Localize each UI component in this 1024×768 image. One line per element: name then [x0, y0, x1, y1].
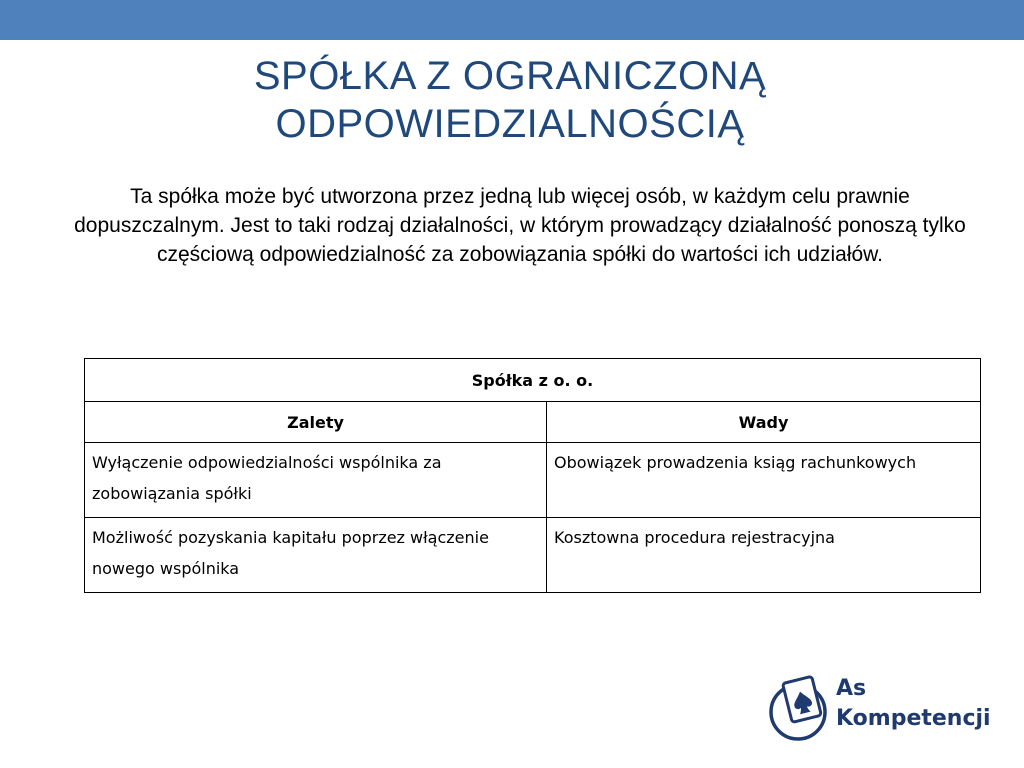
intro-paragraph: Ta spółka może być utworzona przez jedną lub więcej osób, w każdym celu prawnie dopuszczalnym. Jest to taki rodzaj działalności, w którym prowadzący działalność ponoszą tylko częściową odpowiedzialność za zobowiązania spółki do wartości ich udziałów. — [74, 185, 966, 266]
slide-title-line-1: SPÓŁKA Z OGRANICZONĄ — [253, 54, 767, 98]
table-caption: Spółka z o. o. — [85, 359, 981, 402]
top-header-bar — [0, 0, 1024, 40]
header-advantages: Zalety — [85, 402, 547, 443]
brand-logo-text — [836, 674, 991, 734]
table-row — [85, 443, 981, 518]
table-header-row — [85, 402, 981, 443]
logo-line-1: As — [836, 676, 867, 701]
slide-title-line-2: ODPOWIEDZIALNOŚCIĄ — [275, 102, 745, 146]
table-caption-row — [85, 359, 981, 402]
header-disadvantages: Wady — [547, 402, 981, 443]
brand-logo — [768, 668, 998, 748]
disadvantage-cell: Obowiązek prowadzenia ksiąg rachunkowych — [547, 443, 981, 518]
disadvantage-cell: Kosztowna procedura rejestracyjna — [547, 518, 981, 593]
table-row — [85, 518, 981, 593]
slide-title — [160, 52, 860, 148]
logo-line-2: Kompetencji — [836, 706, 991, 731]
advantage-cell: Wyłączenie odpowiedzialności wspólnika za zobowiązania spółki — [85, 443, 547, 518]
comparison-table — [84, 358, 981, 593]
advantage-cell: Możliwość pozyskania kapitału poprzez włączenie nowego wspólnika — [85, 518, 547, 593]
playing-card-spade-icon — [768, 672, 832, 744]
